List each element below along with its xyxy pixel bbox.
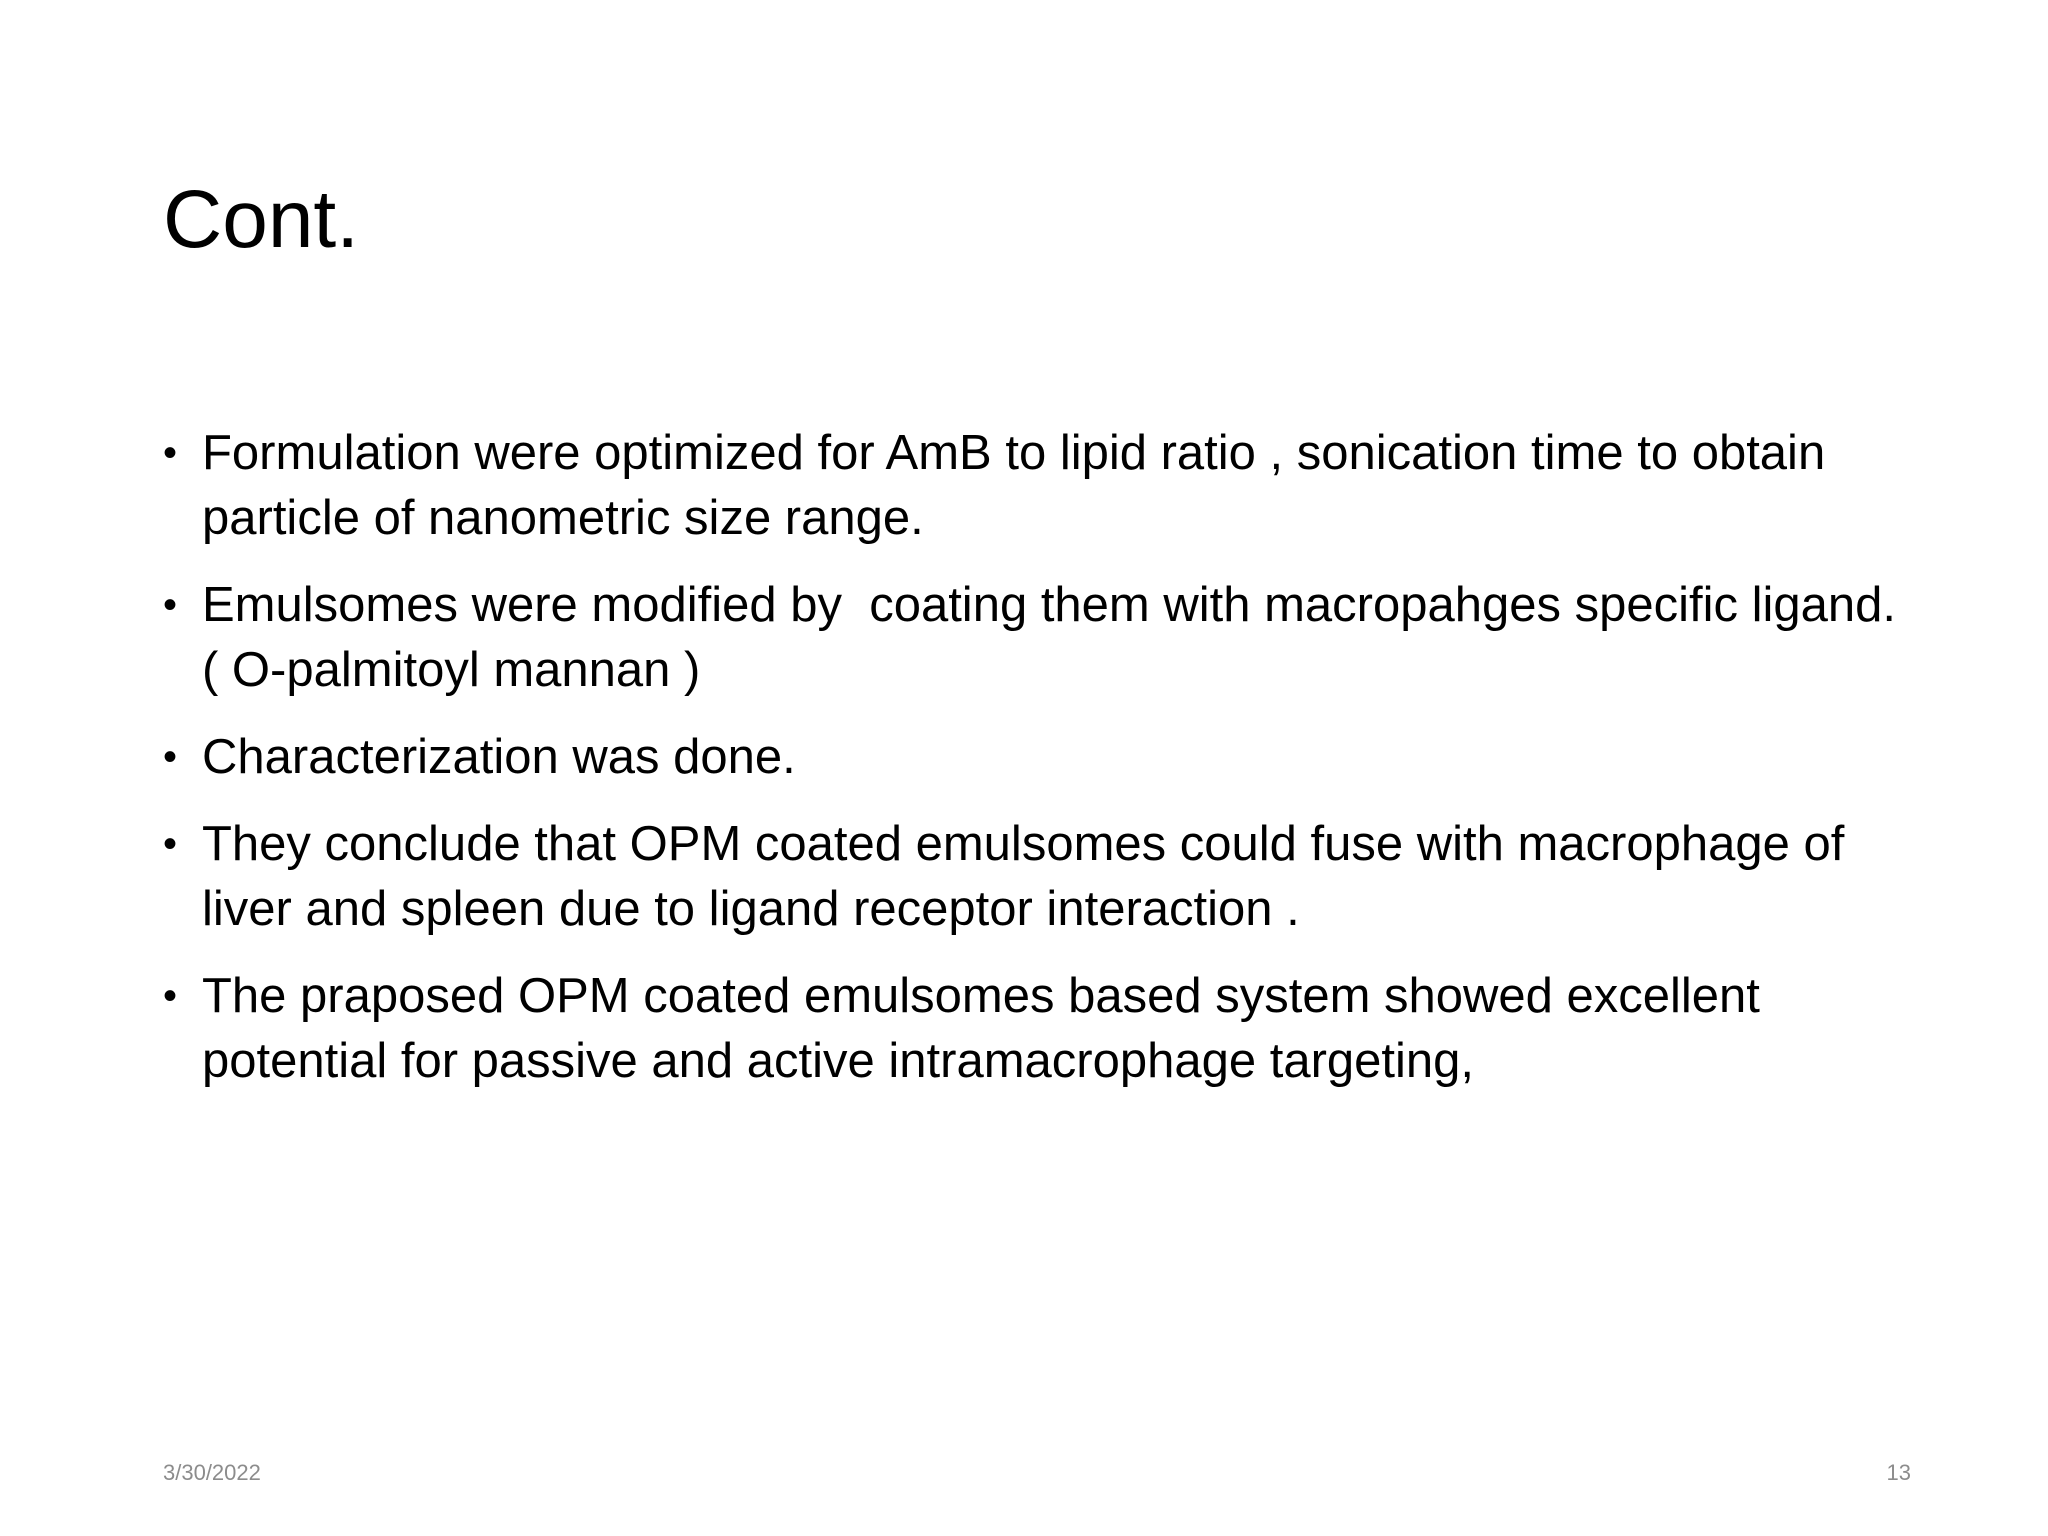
slide-title: Cont. (163, 174, 359, 265)
bullet-text: Characterization was done. (202, 730, 796, 784)
bullet-text: They conclude that OPM coated emulsomes could fuse with macrophage of liver and spleen due to ligand receptor interaction . (202, 817, 1845, 936)
bullet-icon: • (163, 974, 178, 1018)
bullet-list (163, 421, 1903, 1116)
bullet-item (163, 421, 1903, 551)
bullet-text: Emulsomes were modified by coating them with macropahges specific ligand.( O-palmitoyl mannan ) (202, 578, 1897, 697)
bullet-icon: • (163, 583, 178, 627)
footer-date: 3/30/2022 (163, 1460, 261, 1485)
bullet-item (163, 573, 1903, 703)
bullet-text: The praposed OPM coated emulsomes based system showed excellent potential for passive and active intramacrophage targeting, (202, 969, 1760, 1088)
bullet-item (163, 725, 1903, 790)
bullet-icon: • (163, 735, 178, 779)
bullet-text: Formulation were optimized for AmB to lipid ratio , sonication time to obtain particle of nanometric size range. (202, 426, 1826, 545)
bullet-icon: • (163, 431, 178, 475)
bullet-item (163, 964, 1903, 1094)
bullet-item (163, 812, 1903, 942)
bullet-icon: • (163, 822, 178, 866)
footer-page-number: 13 (1886, 1460, 1911, 1485)
